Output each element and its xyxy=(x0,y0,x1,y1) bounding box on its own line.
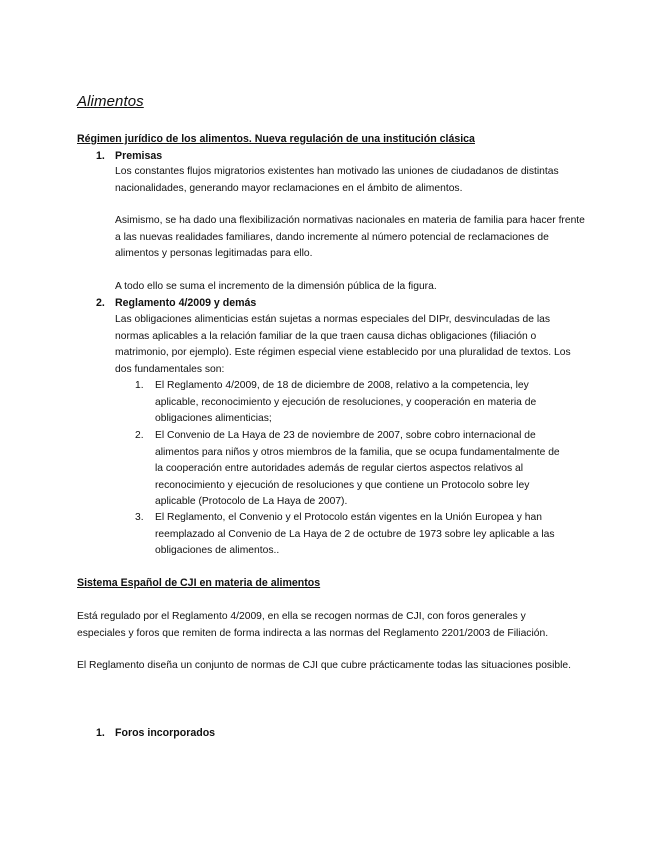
document-title: Alimentos xyxy=(77,93,144,110)
subitem-text: El Convenio de La Haya de 23 de noviembre de 2007, sobre cobro internacional de alimentos para niños y otros miembros de la familia, que se ocupa fundamentalmente de la cooperación entre autoridades además de regular ciertos aspectos relativos al reconocimiento y ejecución de resoluciones y que contiene un Protocolo sobre ley aplicable (Protocolo de La Haya de 2007). xyxy=(155,430,560,508)
paragraph: A todo ello se suma el incremento de la dimensión pública de la figura. xyxy=(115,281,437,292)
paragraph: Las obligaciones alimenticias están sujetas a normas especiales del DIPr, desvinculadas de las normas aplicables a la relación familiar de la que traen causa dichas obligaciones (filiación o matrimonio, por ejemplo). Este régimen especial viene establecido por una pluralidad de textos. Los dos fundamentales son: xyxy=(115,314,571,375)
item-number: 2. xyxy=(96,297,105,309)
item-number: 1. xyxy=(96,727,105,739)
subitem-number: 2. xyxy=(135,430,144,441)
paragraph: Está regulado por el Reglamento 4/2009, en ella se recogen normas de CJI, con foros generales y especiales y foros que remiten de forma indirecta a las normas del Reglamento 2201/2003 de Filiación. xyxy=(77,611,549,639)
subitem-text: El Reglamento 4/2009, de 18 de diciembre de 2008, relativo a la competencia, ley aplicable, reconocimiento y ejecución de resoluciones, y cooperación en materia de obligaciones alimenticias; xyxy=(155,380,537,425)
item-number: 1. xyxy=(96,150,105,162)
section-heading-regimen: Régimen jurídico de los alimentos. Nueva regulación de una institución clásica xyxy=(77,133,475,145)
subitem-number: 1. xyxy=(135,380,144,391)
paragraph: Los constantes flujos migratorios existentes han motivado las uniones de ciudadanos de distintas nacionalidades, generando mayor reclamaciones en el ámbito de alimentos. xyxy=(115,166,559,194)
paragraph: Asimismo, se ha dado una flexibilización normativas nacionales en materia de familia para hacer frente a las nuevas realidades familiares, dando incremente al número potencial de reclamaciones de alimentos y personas legitimadas para ello. xyxy=(115,215,585,260)
paragraph: El Reglamento diseña un conjunto de normas de CJI que cubre prácticamente todas las situaciones posible. xyxy=(77,660,571,671)
section-heading-sistema: Sistema Español de CJI en materia de alimentos xyxy=(77,577,321,589)
subitem-number: 3. xyxy=(135,512,144,523)
item-title-premisas: Premisas xyxy=(115,150,163,162)
item-title-reglamento: Reglamento 4/2009 y demás xyxy=(115,297,257,309)
item-title-foros: Foros incorporados xyxy=(115,727,216,739)
subitem-text: El Reglamento, el Convenio y el Protocolo están vigentes en la Unión Europea y han reemplazado al Convenio de La Haya de 2 de octubre de 1973 sobre ley aplicable a las obligaciones de alimentos.. xyxy=(155,512,555,557)
